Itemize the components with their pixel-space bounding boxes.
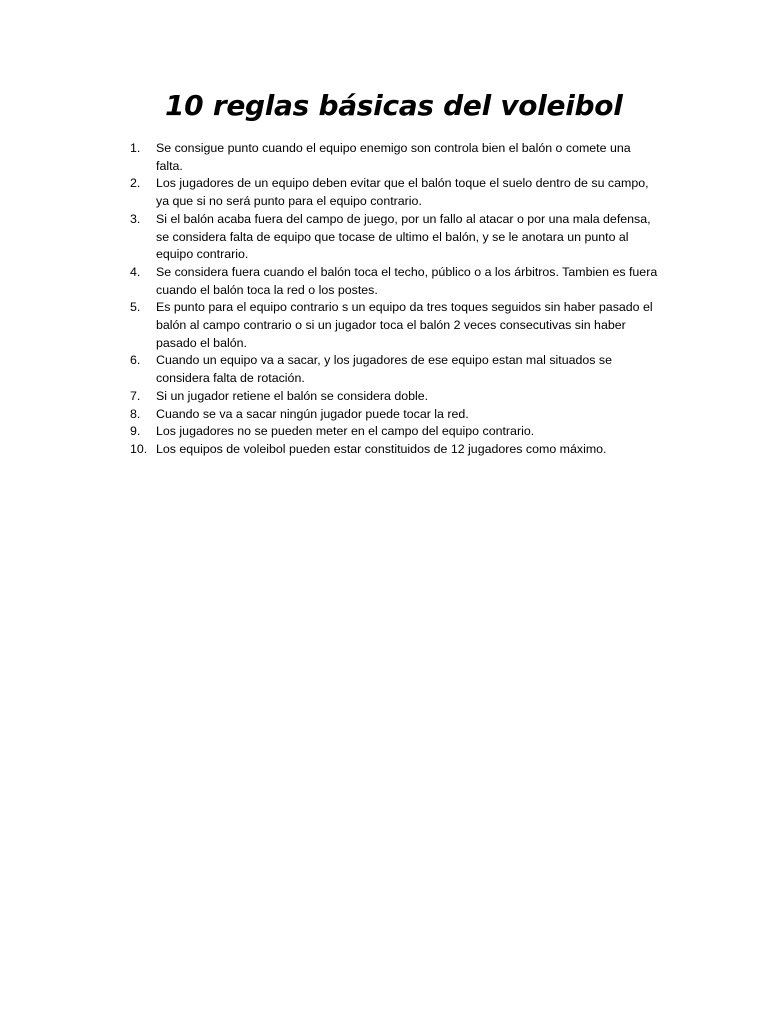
list-item-number: 5.: [130, 300, 141, 315]
list-item: [130, 264, 660, 299]
list-item-text: Los jugadores de un equipo deben evitar que el balón toque el suelo dentro de su campo, ya que si no será punto para el equipo contrario.: [156, 176, 649, 209]
list-item: [130, 140, 660, 175]
list-item-number: 10.: [130, 441, 148, 456]
list-item-text: Es punto para el equipo contrario s un equipo da tres toques seguidos sin haber pasado el balón al campo contrario o si un jugador toca el balón 2 veces consecutivas sin haber pasado el balón.: [156, 300, 653, 350]
list-item-text: Cuando se va a sacar ningún jugador puede tocar la red.: [156, 406, 469, 421]
list-item-number: 9.: [130, 424, 141, 439]
list-item: [130, 388, 660, 406]
list-item: [130, 423, 660, 441]
list-item-text: Se considera fuera cuando el balón toca el techo, público o a los árbitros. Tambien es fuera cuando el balón toca la red o los postes.: [156, 264, 658, 297]
list-item: [130, 211, 660, 264]
list-item: [130, 352, 660, 387]
list-item-text: Los equipos de voleibol pueden estar constituidos de 12 jugadores como máximo.: [156, 441, 607, 456]
list-item-number: 2.: [130, 176, 141, 191]
rules-list: [130, 140, 660, 459]
list-item-number: 3.: [130, 211, 141, 226]
list-item-text: Los jugadores no se pueden meter en el campo del equipo contrario.: [156, 424, 535, 439]
list-item: [130, 299, 660, 352]
page-title: 10 reglas básicas del voleibol: [165, 89, 623, 122]
list-item: [130, 441, 660, 459]
list-item: [130, 175, 660, 210]
list-item-text: Se consigue punto cuando el equipo enemigo son controla bien el balón o comete una falta.: [156, 141, 631, 173]
list-item-text: Si un jugador retiene el balón se considera doble.: [156, 388, 429, 403]
list-item-text: Si el balón acaba fuera del campo de juego, por un fallo al atacar o por una mala defensa, se considera falta de equipo que tocase de ultimo el balón, y se le anotara un punto al equipo contrario.: [156, 211, 651, 262]
list-item-number: 7.: [130, 388, 141, 403]
list-item-number: 8.: [130, 406, 141, 421]
list-item: [130, 406, 660, 424]
list-item-number: 6.: [130, 353, 141, 368]
list-item-number: 4.: [130, 264, 141, 279]
list-item-number: 1.: [130, 141, 141, 155]
list-item-text: Cuando un equipo va a sacar, y los jugadores de ese equipo estan mal situados se considera falta de rotación.: [156, 353, 613, 386]
